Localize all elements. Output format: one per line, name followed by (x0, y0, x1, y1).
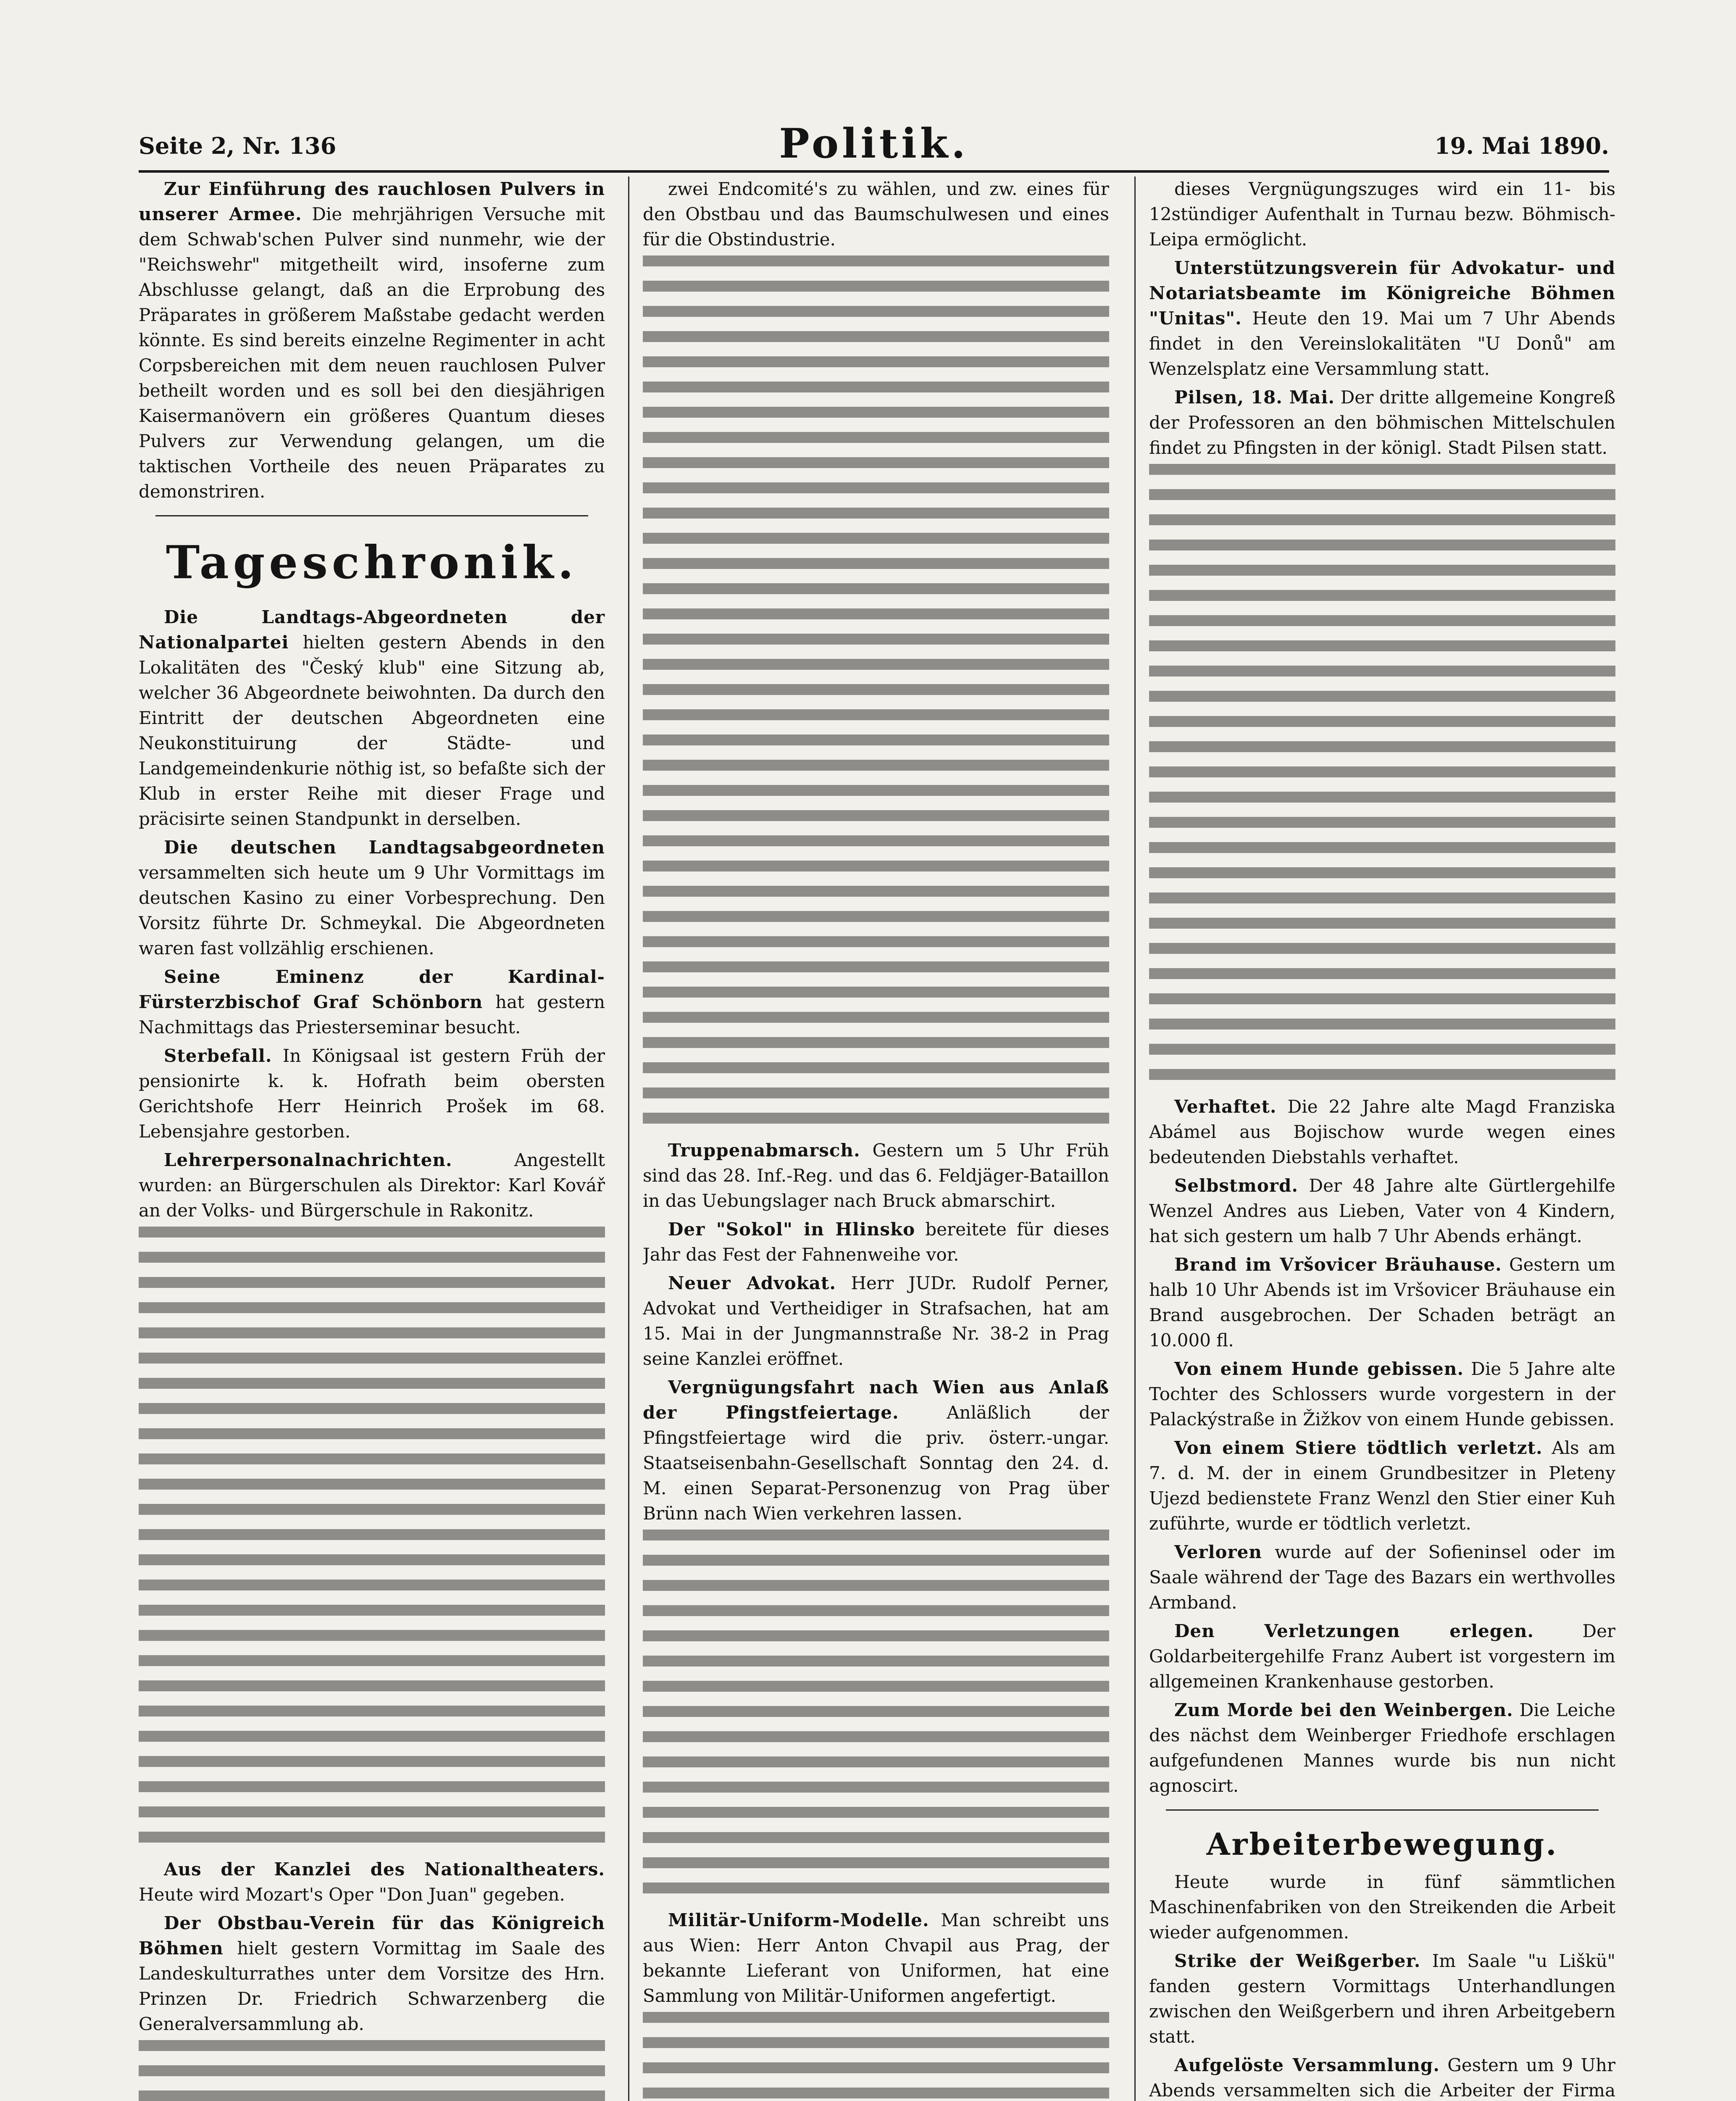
article (643, 1217, 1109, 1267)
article (139, 1148, 605, 1223)
article-lead: Unterstützungsverein für Advokatur- und Notariatsbeamte im Königreiche Böhmen "Unitas". (1149, 258, 1615, 329)
article (643, 1908, 1109, 2009)
article (643, 1375, 1109, 1526)
article-text: Man schreibt uns aus Wien: Herr Anton Chvapil aus Prag, der bekannte Lieferant von Uniformen, hat eine Sammlung von Militär-Uniformen angefertigt. (643, 1910, 1109, 2006)
text-mass (139, 1227, 605, 1857)
article-text: bereitete für dieses Jahr das Fest der Fahnenweihe vor. (643, 1219, 1109, 1265)
article (1149, 1356, 1615, 1432)
article-text: Angestellt wurden: an Bürgerschulen als Direktor: Karl Kovář an der Volks- und Bürgerschule in Rakonitz. (139, 1150, 605, 1221)
text-mass (643, 255, 1109, 1138)
article-text: In Königsaal ist gestern Früh der pensionirte k. k. Hofrath beim obersten Gerichtshofe Herr Heinrich Prošek im 68. Lebensjahre gestorben. (139, 1045, 605, 1142)
divider (1166, 1809, 1599, 1811)
article (1149, 1540, 1615, 1615)
article (1149, 385, 1615, 461)
text-mass (643, 1530, 1109, 1908)
article (1149, 255, 1615, 382)
article-text: hielt gestern Vormittag im Saale des Landeskulturrathes unter dem Vorsitze des Hrn. Prinzen Dr. Friedrich Schwarzenberg die Generalversammlung ab. (139, 1938, 605, 2034)
article-continuation: zwei Endcomité's zu wählen, und zw. eines für den Obstbau und das Baumschulwesen und eines für die Obstindustrie. (643, 179, 1109, 250)
article-text: hat gestern Nachmittags das Priesterseminar besucht. (139, 992, 605, 1037)
article-text: Herr JUDr. Rudolf Perner, Advokat und Vertheidiger in Strafsachen, hat am 15. Mai in der Jungmannstraße Nr. 38-2 in Prag seine Kanzlei eröffnet. (643, 1273, 1109, 1369)
article-lead: Den Verletzungen erlegen. (1174, 1621, 1534, 1641)
article-text: Die 22 Jahre alte Magd Franziska Abámel aus Bojischow wurde wegen eines bedeutenden Diebstahls verhaftet. (1149, 1096, 1615, 1167)
article-intro (139, 176, 605, 504)
article (1149, 1619, 1615, 1694)
article (1149, 1094, 1615, 1170)
article (1149, 1698, 1615, 1798)
article-lead: Brand im Vršovicer Bräuhause. (1174, 1254, 1502, 1275)
divider (155, 515, 588, 516)
text-mass (1149, 464, 1615, 1094)
article (1149, 1173, 1615, 1249)
article-text: Gestern um halb 10 Uhr Abends ist im Vršovicer Bräuhause ein Brand ausgebrochen. Der Schaden beträgt an 10.000 fl. (1149, 1254, 1615, 1351)
article-lead: Vergnügungsfahrt nach Wien aus Anlaß der Pfingstfeiertage. (643, 1377, 1109, 1423)
article-lead: Die Landtags-Abgeordneten der Nationalpartei (139, 607, 605, 653)
article (643, 1138, 1109, 1214)
article (139, 1857, 605, 1907)
article-text: wurde auf der Sofieninsel oder im Saale während der Tage des Bazars ein werthvolles Armband. (1149, 1542, 1615, 1613)
article-text: Die mehrjährigen Versuche mit dem Schwab'schen Pulver sind nunmehr, wie der "Reichswehr" mitgetheilt wird, insoferne zum Abschlusse gelangt, daß an die Erprobung des Präparates in größerem Maßstabe gedacht werden könnte. Es sind bereits einzelne Regimenter in acht Corpsbereichen mit dem neuen rauchlosen Pulver betheilt worden und es soll bei den diesjährigen Kaisermanövern ein größeres Quantum dieses Pulvers zur Verwendung gelangen, um die taktischen Vortheile des neuen Präparates zu demonstriren. (139, 204, 605, 502)
article (139, 964, 605, 1040)
article (139, 1911, 605, 2037)
article (139, 1043, 605, 1144)
article-lead: Sterbefall. (164, 1045, 272, 1066)
article-text: Die 5 Jahre alte Tochter des Schlossers wurde vorgestern in der Palackýstraße in Žižkov von einem Hunde gebissen. (1149, 1359, 1615, 1430)
article-lead: Die deutschen Landtagsabgeordneten (164, 837, 605, 858)
article-lead: Aufgelöste Versammlung. (1174, 2055, 1440, 2075)
article-text: Der dritte allgemeine Kongreß der Professoren an den böhmischen Mittelschulen findet zu Pfingsten in der königl. Stadt Pilsen statt. (1149, 387, 1615, 458)
article-text: Heute wurde in fünf sämmtlichen Maschinenfabriken von den Streikenden die Arbeit wieder aufgenommen. (1149, 1872, 1615, 1943)
article-lead: Verloren (1174, 1542, 1262, 1562)
section-title: Arbeiterbewegung. (1206, 1826, 1558, 1862)
article-lead: Strike der Weißgerber. (1174, 1951, 1421, 1971)
column-2 (643, 176, 1109, 2101)
article-text: Heute wird Mozart's Oper "Don Juan" gegeben. (139, 1884, 565, 1905)
page-date: 19. Mai 1890. (1434, 132, 1609, 159)
text-mass (643, 2012, 1109, 2101)
article-lead: Pilsen, 18. Mai. (1174, 387, 1335, 408)
article (1149, 1252, 1615, 1353)
article-text: Gestern um 9 Uhr Abends versammelten sich die Arbeiter der Firma (1149, 2055, 1615, 2101)
page-header (139, 120, 1609, 173)
article-lead: Neuer Advokat. (668, 1273, 836, 1293)
column-1 (139, 176, 605, 2101)
article-text: Gestern um 5 Uhr Früh sind das 28. Inf.-Reg. und das 6. Feldjäger-Bataillon in das Uebungslager nach Bruck abmarschirt. (643, 1140, 1109, 1211)
article-text: Als am 7. d. M. der in einem Grundbesitzer in Pleteny Ujezd bedienstete Franz Wenzl den Stier einer Kuh zuführte, wurde er tödtlich verletzt. (1149, 1438, 1615, 1534)
article-text: Anläßlich der Pfingstfeiertage wird die priv. österr.-ungar. Staatseisenbahn-Gesellschaft Sonntag den 24. d. M. einen Separat-Personenzug von Prag über Brünn nach Wien verkehren lassen. (643, 1402, 1109, 1524)
article (139, 835, 605, 961)
column-rule (1134, 176, 1136, 2101)
article-text: Heute den 19. Mai um 7 Uhr Abends findet in den Vereinslokalitäten "U Donů" am Wenzelsplatz eine Versammlung statt. (1149, 308, 1615, 379)
article (1149, 2053, 1615, 2101)
article-lead: Zum Morde bei den Weinbergen. (1174, 1700, 1513, 1720)
article-lead: Von einem Hunde gebissen. (1174, 1359, 1464, 1379)
article-lead: Der "Sokol" in Hlinsko (668, 1219, 915, 1240)
article (1149, 1948, 1615, 2049)
article-lead: Zur Einführung des rauchlosen Pulvers in unserer Armee. (139, 179, 605, 224)
section-title: Tageschronik. (166, 536, 578, 589)
article-lead: Aus der Kanzlei des Nationaltheaters. (164, 1859, 605, 1880)
article-text: versammelten sich heute um 9 Uhr Vormittags im deutschen Kasino zu einer Vorbesprechung. Den Vorsitz führte Dr. Schmeykal. Die Abgeordneten waren fast vollzählig erschienen. (139, 862, 605, 958)
article (139, 605, 605, 832)
article-text: hielten gestern Abends in den Lokalitäten des "Český klub" eine Sitzung ab, welcher 36 Abgeordnete beiwohnten. Da durch den Eintritt der deutschen Abgeordneten eine Neukonstituirung der Städte- und Landgemeindenkurie nöthig ist, so befaßte sich der Klub in erster Reihe mit dieser Frage und präcisirte seinen Standpunkt in derselben. (139, 632, 605, 829)
article (1149, 1435, 1615, 1536)
article (643, 1271, 1109, 1372)
article-continuation: dieses Vergnügungszuges wird ein 11- bis 12stündiger Aufenthalt in Turnau bezw. Böhmisch-Leipa ermöglicht. (1149, 179, 1615, 250)
article-text: Der Goldarbeitergehilfe Franz Aubert ist vorgestern im allgemeinen Krankenhause gestorben. (1149, 1621, 1615, 1692)
article-lead: Der Obstbau-Verein für das Königreich Böhmen (139, 1913, 605, 1959)
text-mass (139, 2040, 605, 2101)
column-3 (1149, 176, 1615, 2101)
article-lead: Verhaftet. (1174, 1096, 1277, 1117)
article-text: Die Leiche des nächst dem Weinberger Friedhofe erschlagen aufgefundenen Mannes wurde bis nun nicht agnoscirt. (1149, 1700, 1615, 1796)
article-lead: Von einem Stiere tödtlich verletzt. (1174, 1438, 1543, 1458)
article-lead: Seine Eminenz der Kardinal-Fürsterzbischof Graf Schönborn (139, 966, 605, 1012)
article-lead: Selbstmord. (1174, 1175, 1298, 1196)
page-number: Seite 2, Nr. 136 (139, 132, 337, 159)
article-lead: Lehrerpersonalnachrichten. (164, 1150, 452, 1170)
article-lead: Militär-Uniform-Modelle. (668, 1910, 929, 1930)
column-rule (628, 176, 629, 2101)
article-text: Der 48 Jahre alte Gürtlergehilfe Wenzel Andres aus Lieben, Vater von 4 Kindern, hat sich gestern um halb 7 Uhr Abends erhängt. (1149, 1175, 1615, 1246)
article-text: Im Saale "u Liškü" fanden gestern Vormittags Unterhandlungen zwischen den Weißgerbern und ihren Arbeitgebern statt. (1149, 1951, 1615, 2047)
article-lead: Truppenabmarsch. (668, 1140, 860, 1161)
section-heading: Politik. (779, 120, 969, 167)
